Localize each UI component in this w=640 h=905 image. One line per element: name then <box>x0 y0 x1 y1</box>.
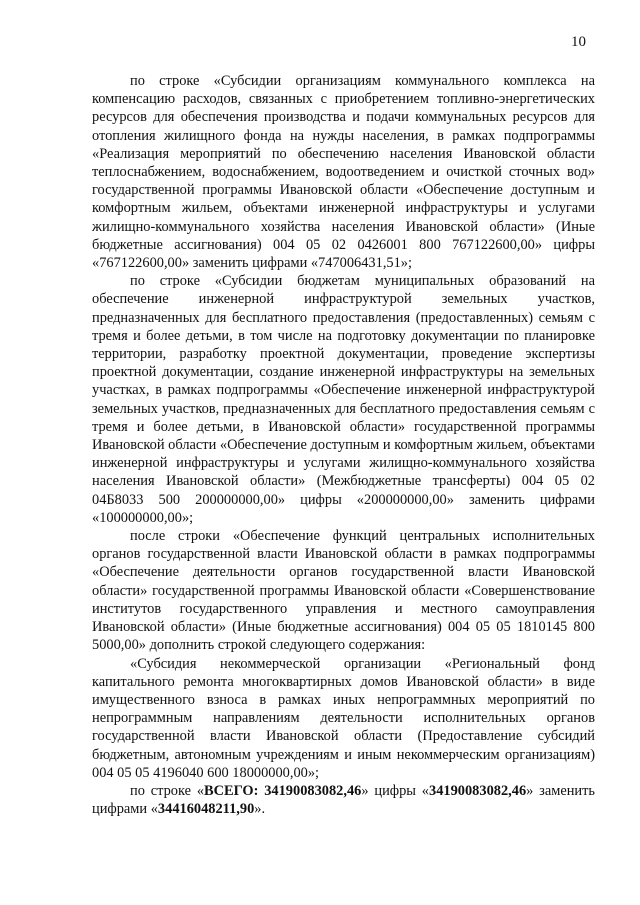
total-end: ». <box>254 801 266 818</box>
paragraph-after-central-bodies: после строки «Обеспечение функций центральных исполнительных органов государственной власти Ивановской области в рамках подпрограммы «Обеспечение деятельности органов государственной власти Ивановской области» государственной программы Ивановской области «Совершенствование институтов государственного управления и местного самоуправления Ивановской области» (Иные бюджетные ассигнования) 004 05 05 1810145 800 5000,00» дополнить строкой следующего содержания: <box>92 528 595 654</box>
total-old-value: 34190083082,46 <box>429 782 527 799</box>
total-label: ВСЕГО: 34190083082,46 <box>204 782 362 799</box>
total-new-value: 34416048211,90 <box>157 801 255 818</box>
document-body <box>92 72 595 818</box>
page-number: 10 <box>571 34 586 50</box>
paragraph-subsidy-utilities: по строке «Субсидии организациям коммунального комплекса на компенсацию расходов, связанных с приобретением топливно-энергетических ресурсов для обеспечения производства и подачи коммунальных ресурсов для отопления жилищного фонда на нужды населения, в рамках подпрограммы «Реализация мероприятий по обеспечению населения Ивановской области теплоснабжением, водоснабжением, водоотведением и очисткой сточных вод» государственной программы Ивановской области «Обеспечение доступным и комфортным жильем, объектами инженерной инфраструктуры и услугами жилищно-коммунального хозяйства населения Ивановской области» (Иные бюджетные ассигнования) 004 05 02 0426001 800 767122600,00» цифры «767122600,00» заменить цифрами «747006431,51»; <box>92 73 595 272</box>
total-intro: по строке « <box>130 782 205 799</box>
total-mid-2: » заменить цифрами « <box>92 782 595 818</box>
paragraph-new-row-subsidy-fund: «Субсидия некоммерческой организации «Региональный фонд капитального ремонта многоквартирных домов Ивановской области» в виде имущественного взноса в рамках иных непрограммных мероприятий по непрограммным направлениям деятельности исполнительных органов государственной власти Ивановской области (Предоставление субсидий бюджетным, автономным учреждениям и иным некоммерческим организациям) 004 05 05 4196040 600 18000000,00»; <box>92 655 595 781</box>
total-mid-1: » цифры « <box>361 782 429 799</box>
paragraph-total <box>92 782 595 818</box>
paragraph-subsidy-land-infrastructure: по строке «Субсидии бюджетам муниципальных образований на обеспечение инженерной инфраструктурой земельных участков, предназначенных для бесплатного предоставления (предоставленных) семьям с тремя и более детьми, в том числе на подготовку документации по планировке территории, разработку проектной документации, проведение экспертизы проектной документации, создание инженерной инфраструктуры на земельных участках, в рамках подпрограммы «Обеспечение инженерной инфраструктурой земельных участков, предназначенных для бесплатного предоставления семьям с тремя и более детьми, в Ивановской области» государственной программы Ивановской области «Обеспечение доступным и комфортным жильем, объектами инженерной инфраструктуры и услугами жилищно-коммунального хозяйства населения Ивановской области» (Межбюджетные трансферты) 004 05 02 04Б8033 500 200000000,00» цифры «200000000,00» заменить цифрами «100000000,00»; <box>92 273 595 526</box>
